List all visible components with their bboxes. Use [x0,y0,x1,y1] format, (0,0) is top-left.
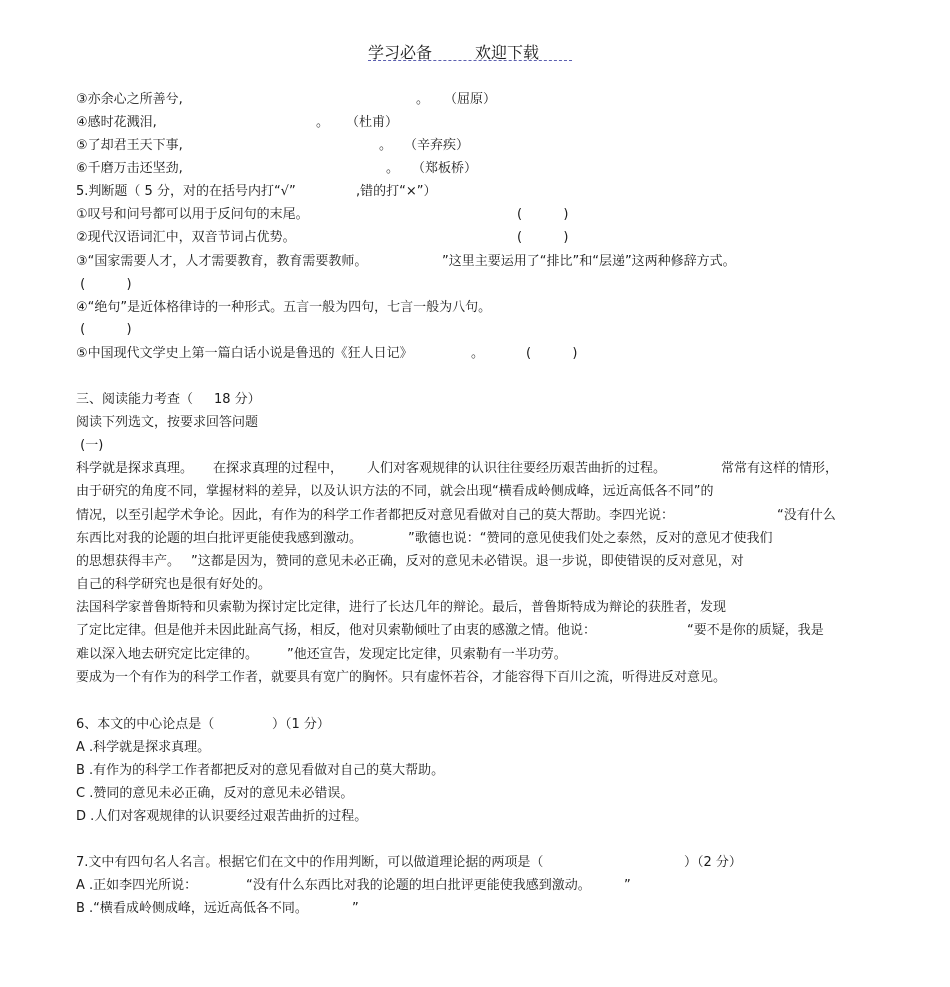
passage-text: 由于研究的角度不同，掌握材料的差异，以及认识方法的不同，就会出现“横看成岭侧成峰，远近高低各不同”的 [76,484,714,499]
answer-parens: ( ) [76,277,132,292]
poem-line: ④感时花溅泪, [76,115,157,130]
passage-text: 法国科学家普鲁斯特和贝索勒为探讨定比定律，进行了长达几年的辩论。最后，普鲁斯特成为辩论的获胜者，发现 [76,600,727,615]
passage-text: 人们对客观规律的认识往往要经历艰苦曲折的过程。 [367,461,667,476]
passage-text: ”这都是因为，赞同的意见未必正确，反对的意见未必错误。退一步说，即使错误的反对意见，对 [191,554,744,569]
q5-item-3-cont: ”这里主要运用了“排比”和“层递”这两种修辞方式。 [442,254,736,269]
passage-text: 的思想获得丰产。 [76,554,181,569]
passage-text: 在探求真理的过程中， [213,461,344,476]
q5-item-5-end: 。 [471,346,485,361]
passage-text: 情况，以至引起学术争论。因此，有作为的科学工作者都把反对意见看做对自己的莫大帮助。李四光说： [76,508,675,523]
q7-option-b-end: ” [352,901,359,916]
passage-text: 自己的科学研究也是很有好处的。 [76,577,272,592]
header-right-text: 欢迎下载 [475,43,540,62]
q7-stem: 7.文中有四句名人名言。根据它们在文中的作用判断，可以做道理论据的两项是（ [76,855,544,870]
poem-end: 。 [416,92,430,107]
q5-item-1: ①叹号和问号都可以用于反问句的末尾。 [76,207,309,222]
passage-text: ”歌德也说：“赞同的意见使我们处之泰然，反对的意见才使我们 [408,531,773,546]
passage-text: 要成为一个有作为的科学工作者，就要具有宽广的胸怀。只有虚怀若谷，才能容得下百川之流，听得进反对意见。 [76,670,727,685]
poem-author: （屈原） [444,92,497,107]
q5-title-cont: ,错的打“×”） [356,184,437,199]
q7-option-a-quote: “没有什么东西比对我的论题的坦白批评更能使我感到激动。 [246,878,591,893]
passage-text: 科学就是探求真理。 [76,461,194,476]
section-title: 三、阅读能力考查（ [76,392,194,407]
q7-option-a: A .正如李四光所说： [76,878,198,893]
q5-item-2: ②现代汉语词汇中，双音节词占优势。 [76,230,296,245]
poem-line: ⑥千磨万击还坚劲, [76,161,183,176]
answer-parens: ( ) [517,230,569,245]
q6-stem: 6、本文的中心论点是（ [76,717,215,732]
q5-item-3: ③“国家需要人才，人才需要教育，教育需要教师。 [76,254,368,269]
part-label: (一) [76,438,104,453]
q6-option-a: A .科学就是探求真理。 [76,740,211,755]
section-instruction: 阅读下列选文，按要求回答问题 [76,415,259,430]
passage-text: 难以深入地去研究定比定律的。 [76,647,259,662]
passage-text: ”他还宣告，发现定比定律，贝索勒有一半功劳。 [287,647,567,662]
q6-option-d: D .人们对客观规律的认识要经过艰苦曲折的过程。 [76,809,368,824]
poem-end: 。 [316,115,330,130]
passage-text: 东西比对我的论题的坦白批评更能使我感到激动。 [76,531,363,546]
poem-line: ⑤了却君王天下事, [76,138,183,153]
section-title-score: 18 分） [214,392,261,407]
q5-item-5: ⑤中国现代文学史上第一篇白话小说是鲁迅的《狂人日记》 [76,346,413,361]
q7-stem-score: ）（2 分） [684,855,742,870]
answer-parens: ( ) [526,346,578,361]
q6-stem-score: ）（1 分） [272,717,330,732]
q7-option-b: B .“横看成岭侧成峰，远近高低各不同。 [76,901,308,916]
poem-author: （杜甫） [346,115,399,130]
q7-option-a-end: ” [624,878,631,893]
q5-title: 5.判断题（ 5 分，对的在括号内打“√” [76,184,296,199]
passage-text: “要不是你的质疑，我是 [687,623,824,638]
q6-option-b: B .有作为的科学工作者都把反对的意见看做对自己的莫大帮助。 [76,763,445,778]
poem-end: 。 [379,138,393,153]
q6-option-c: C .赞同的意见未必正确，反对的意见未必错误。 [76,786,354,801]
page-header [368,38,572,61]
poem-end: 。 [386,161,400,176]
poem-author: （辛弃疾） [404,138,470,153]
q5-item-4: ④“绝句”是近体格律诗的一种形式。五言一般为四句，七言一般为八句。 [76,300,492,315]
header-left-text: 学习必备 [368,43,433,62]
poem-line: ③亦余心之所善兮, [76,92,183,107]
passage-text: 了定比定律。但是他并未因此趾高气扬，相反，他对贝索勒倾吐了由衷的感激之情。他说： [76,623,597,638]
answer-parens: ( ) [517,207,569,222]
passage-text: “没有什么 [777,508,836,523]
poem-author: （郑板桥） [412,161,478,176]
passage-text: 常常有这样的情形， [721,461,839,476]
answer-parens: ( ) [76,322,132,337]
